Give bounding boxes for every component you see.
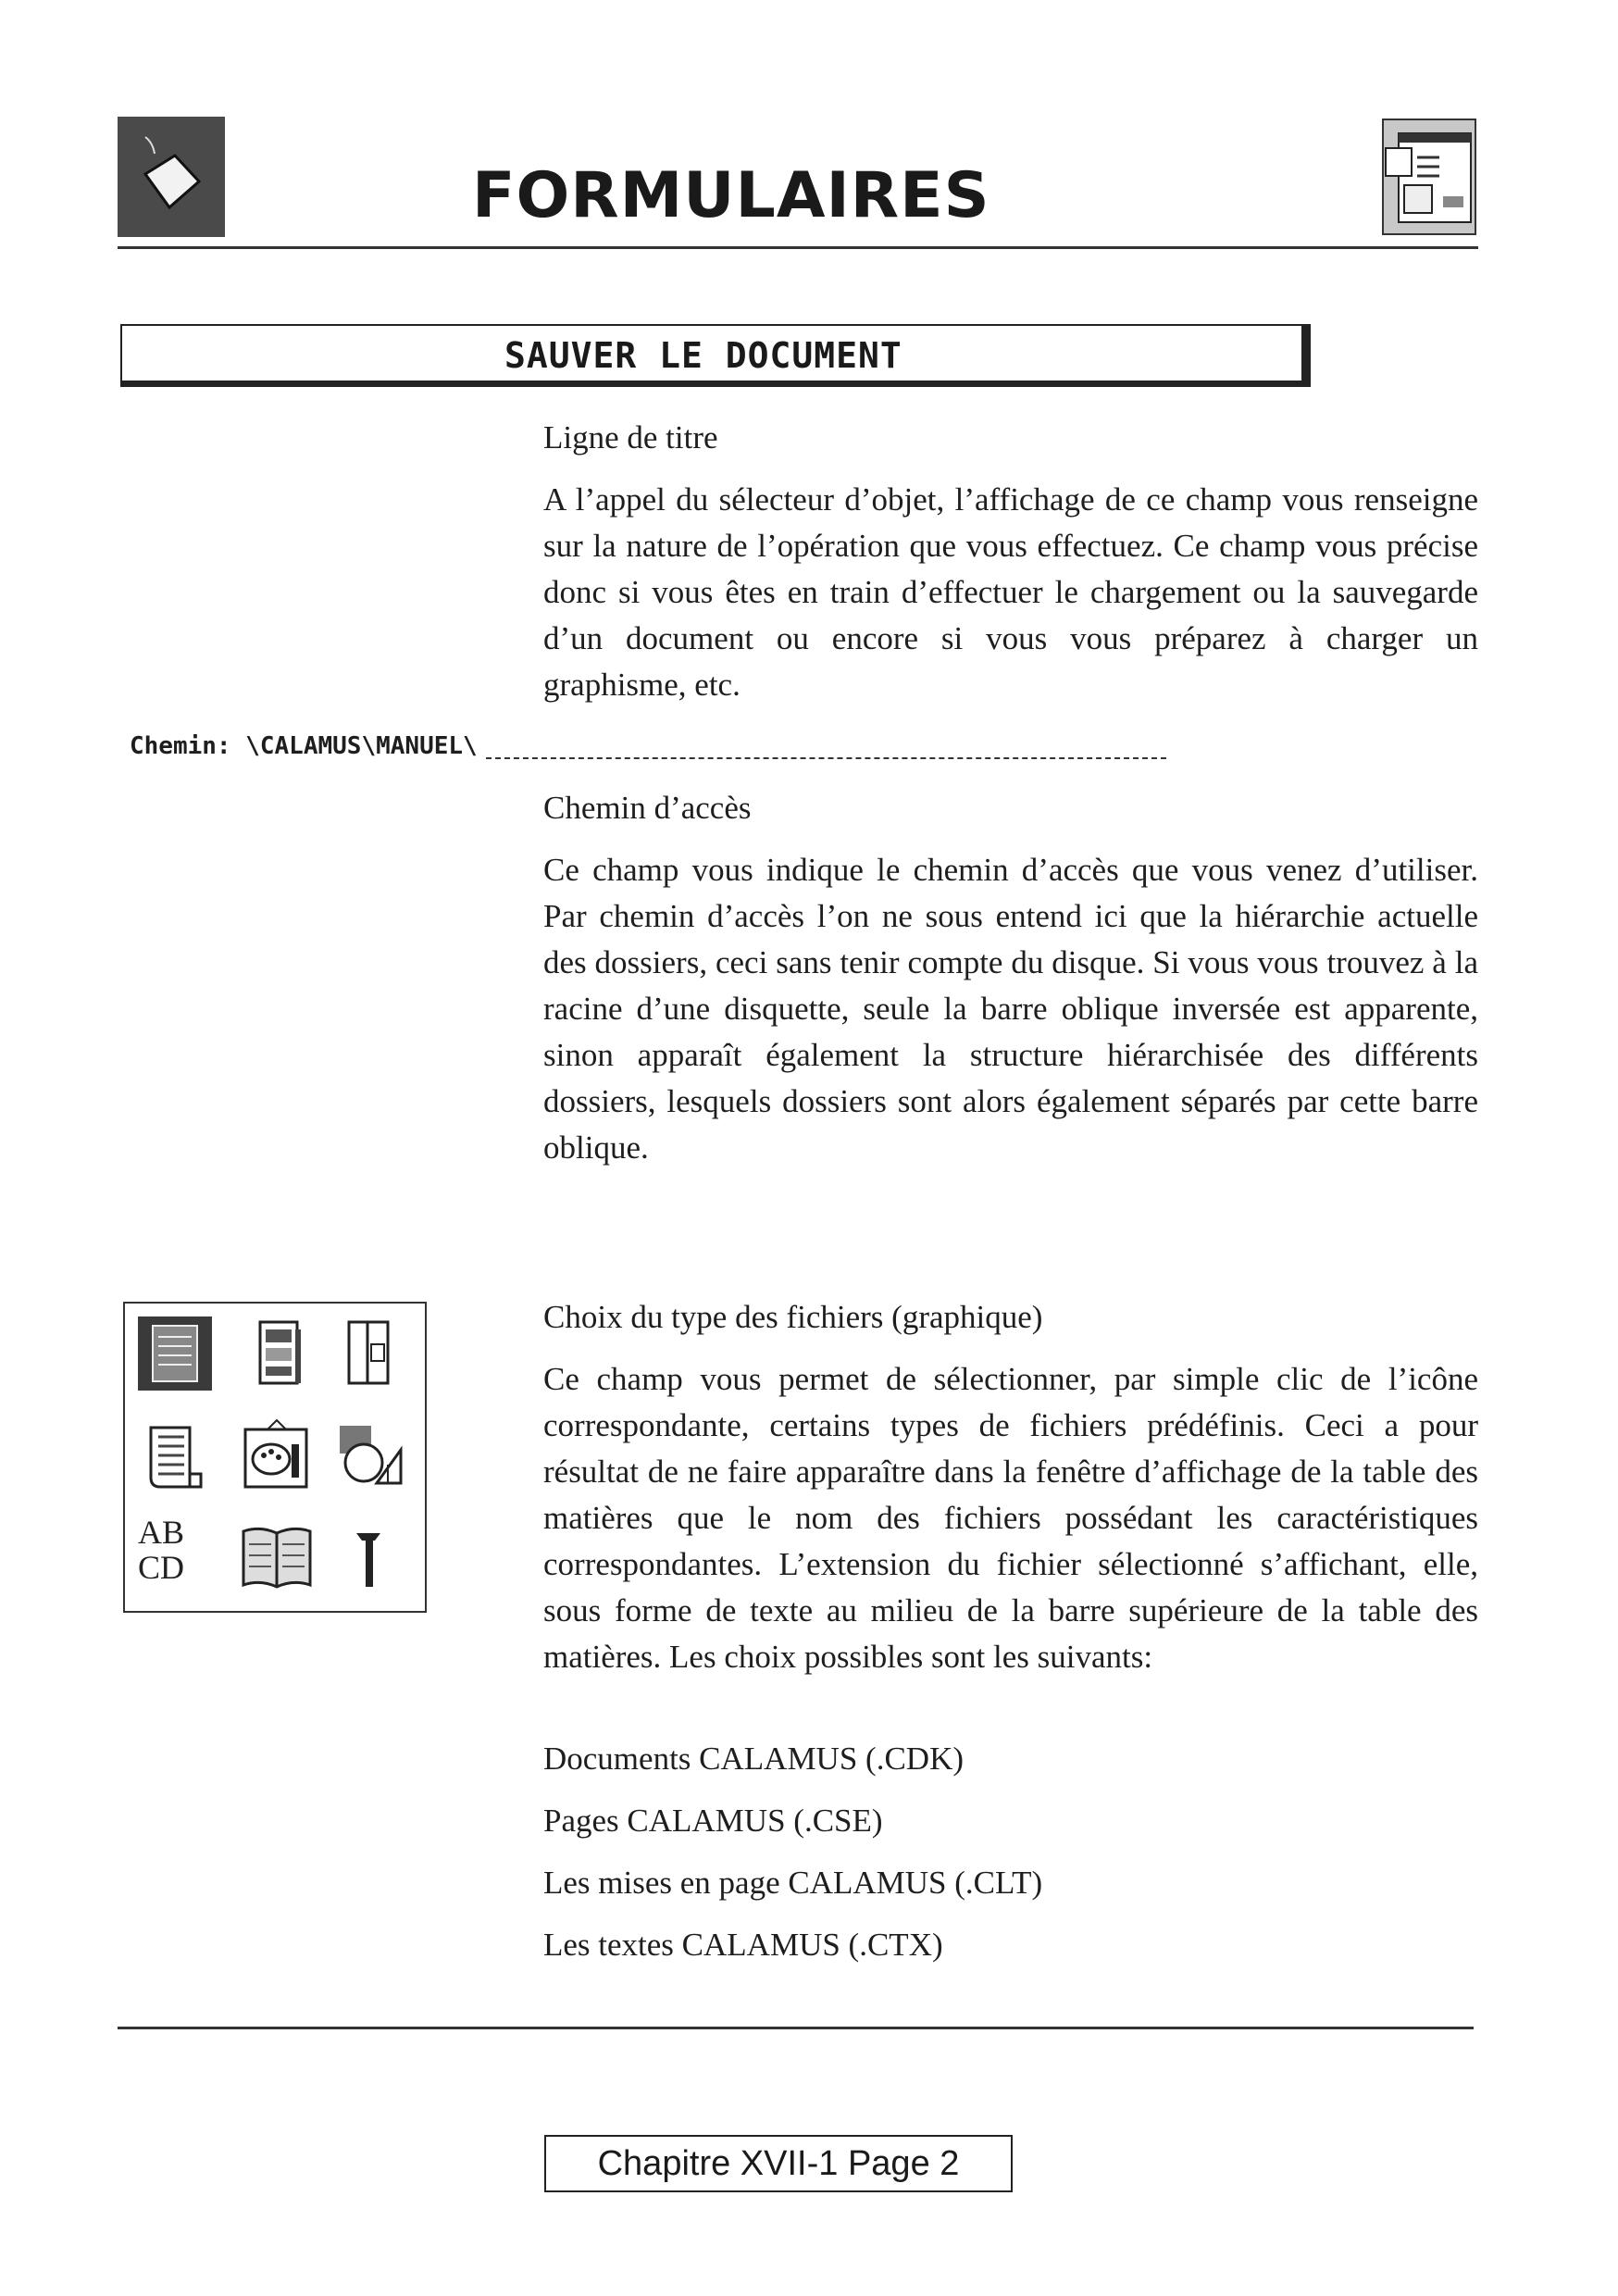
- title-line-paragraph: A l’appel du sélecteur d’objet, l’affichage de ce champ vous renseigne sur la nature de l’opération que vous effectuez. Ce champ vous précise donc si vous êtes en train d’effectuer le chargement ou la sauvegarde d’un document ou encore si vous vous préparez à charger un graphisme, etc.: [543, 481, 1478, 703]
- file-type-option: Documents CALAMUS (.CDK): [543, 1741, 965, 1777]
- file-types-paragraph: Ce champ vous permet de sélectionner, par simple clic de l’icône correspondante, certains types de fichiers prédéfinis. Ceci a pour résultat de ne faire apparaître dans la fenêtre d’affichage de la table des matières que le nom des fichiers possédant les caractéristiques correspondantes. L’extension du fichier sélectionné s’affichant, elle, sous forme de texte au milieu de la barre supérieure de la table des matières. Les choix possibles sont les suivants:: [543, 1361, 1478, 1675]
- path-field-underline: [486, 757, 1166, 759]
- font-icon-text-top: AB: [138, 1514, 185, 1551]
- vector-graphic-icon[interactable]: [332, 1418, 406, 1492]
- layout-icon[interactable]: [332, 1316, 406, 1391]
- document-icon[interactable]: [138, 1316, 212, 1391]
- book-icon[interactable]: [240, 1520, 314, 1594]
- page-title: FORMULAIRES: [472, 159, 990, 232]
- form-window-icon: [1382, 119, 1476, 235]
- title-line-heading: Ligne de titre: [543, 419, 718, 455]
- access-path-heading: Chemin d’accès: [543, 790, 752, 826]
- font-icon-text-bottom: CD: [138, 1549, 185, 1586]
- footer-divider: [118, 2027, 1474, 2029]
- file-type-option: Les mises en page CALAMUS (.CLT): [543, 1865, 1043, 1901]
- text-scroll-icon[interactable]: [138, 1418, 212, 1492]
- font-icon[interactable]: [138, 1515, 212, 1589]
- page-icon[interactable]: [240, 1316, 314, 1391]
- access-path-paragraph: Ce champ vous indique le chemin d’accès que vous venez d’utiliser. Par chemin d’accès l’on ne sous entend ici que la hiérarchie actuelle des dossiers, ceci sans tenir compte du disque. Si vous vous trouvez à la racine d’une disquette, seule la barre oblique inversée est apparente, sinon apparaît également la structure hiérarchisée des différents dossiers, lesquels dossiers sont alors également séparés par cette barre oblique.: [543, 852, 1478, 1166]
- header-divider: [118, 246, 1478, 249]
- tool-icon[interactable]: [332, 1520, 406, 1594]
- file-type-option: Pages CALAMUS (.CSE): [543, 1803, 883, 1839]
- path-field: Chemin: \CALAMUS\MANUEL\: [130, 732, 478, 760]
- file-type-option: Les textes CALAMUS (.CTX): [543, 1927, 943, 1963]
- file-types-heading: Choix du type des fichiers (graphique): [543, 1299, 1043, 1335]
- file-type-icon-grid: [123, 1302, 427, 1613]
- mouse-icon: [118, 117, 225, 237]
- page-number-label: Chapitre XVII-1 Page 2: [544, 2135, 1013, 2192]
- raster-image-icon[interactable]: [240, 1418, 314, 1492]
- section-banner-title: SAUVER LE DOCUMENT: [504, 335, 902, 376]
